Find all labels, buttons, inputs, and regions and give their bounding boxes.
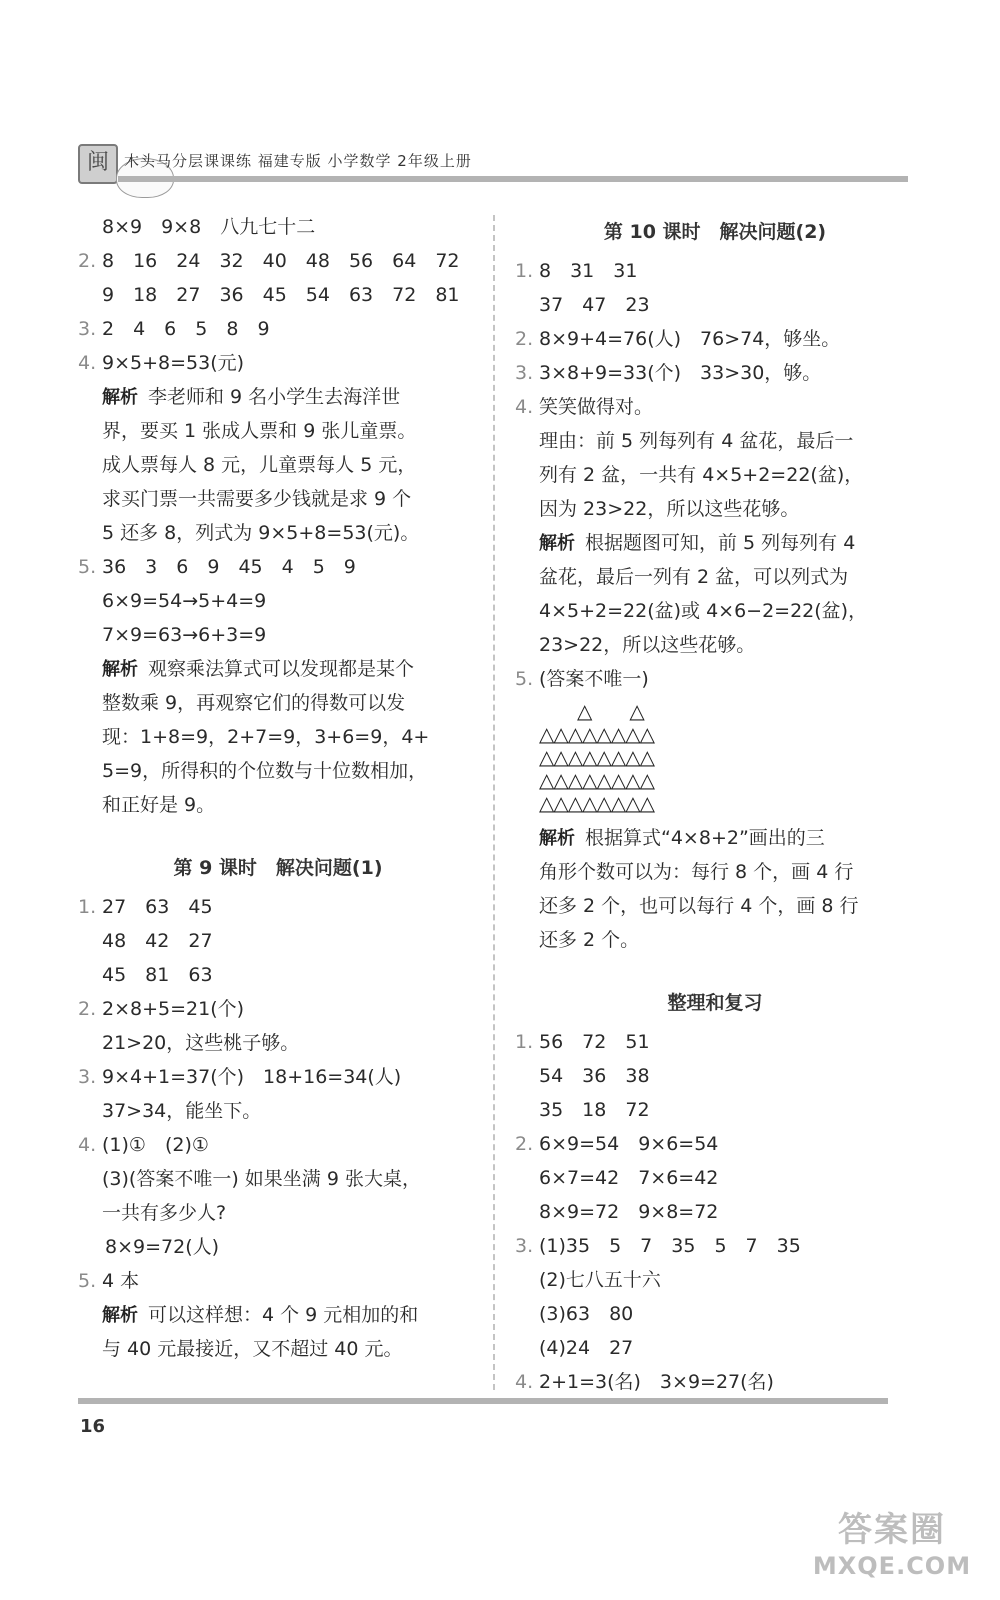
analysis-line: 与 40 元最接近，又不超过 40 元。 [102, 1338, 403, 1360]
answer-line: 4. 2+1=3(名) 3×9=27(名) [515, 1371, 774, 1393]
answer-line: (3)63 80 [539, 1303, 634, 1325]
triangle-row: △△△△△△△△ [539, 745, 655, 769]
answer-line: 理由：前 5 列每列有 4 盆花，最后一 [539, 430, 854, 452]
analysis-line: 还多 2 个。 [539, 929, 640, 951]
answer-line: 2. 8×9+4=76(人) 76>74，够坐。 [515, 328, 841, 350]
answer-line: (3)(答案不唯一) 如果坐满 9 张大桌， [102, 1168, 421, 1190]
answer-line: 48 42 27 [102, 930, 213, 952]
triangle-row-top: △ △ [539, 699, 644, 723]
triangle-row: △△△△△△△△ [539, 722, 655, 746]
answer-line: 35 18 72 [539, 1099, 650, 1121]
page-number: 16 [80, 1416, 106, 1437]
analysis-line: 和正好是 9。 [102, 794, 216, 816]
answer-line: 9 18 27 36 45 54 63 72 81 [102, 284, 460, 306]
analysis-line: 5 还多 8，列式为 9×5+8=53(元)。 [102, 522, 420, 544]
page-header [78, 140, 908, 190]
book-title: 木头马分层课课练 福建专版 小学数学 2年级上册 [124, 152, 472, 170]
analysis-line: 4×5+2=22(盆)或 4×6−2=22(盆)， [539, 600, 868, 622]
answer-line: 8×9=72 9×8=72 [539, 1201, 719, 1223]
answer-line: 21>20，这些桃子够。 [102, 1032, 300, 1054]
analysis-line: 角形个数可以为：每行 8 个，画 4 行 [539, 861, 854, 883]
analysis-label: 解析 [539, 828, 575, 849]
answer-line: 4. (1)① (2)① [78, 1134, 209, 1156]
analysis-line: 5=9，所得积的个位数与十位数相加， [102, 760, 428, 782]
answer-line: 4. 笑笑做得对。 [515, 396, 654, 418]
answer-line: 37>34，能坐下。 [102, 1100, 262, 1122]
answer-line: 4. 9×5+8=53(元) [78, 352, 245, 374]
analysis-line: 整数乘 9，再观察它们的得数可以发 [102, 692, 406, 714]
answer-line: 6×7=42 7×6=42 [539, 1167, 719, 1189]
analysis-line: 解析 根据算式“4×8+2”画出的三 [539, 827, 825, 849]
analysis-label: 解析 [102, 659, 138, 680]
answer-line: 因为 23>22，所以这些花够。 [539, 498, 800, 520]
triangle-row: △△△△△△△△ [539, 791, 655, 815]
right-column [515, 210, 915, 1399]
site-watermark [792, 1510, 992, 1590]
answer-line: 5. 36 3 6 9 45 4 5 9 [78, 556, 356, 578]
answer-line: 6×9=54→5+4=9 [102, 590, 267, 612]
answer-line: 1. 27 63 45 [78, 896, 213, 918]
analysis-line: 盆花，最后一列有 2 盆，可以列式为 [539, 566, 849, 588]
analysis-line: 求买门票一共需要多少钱就是求 9 个 [102, 488, 412, 510]
analysis-label: 解析 [539, 533, 575, 554]
analysis-line: 现：1+8=9，2+7=9，3+6=9，4+ [102, 726, 430, 748]
header-rule [118, 176, 908, 182]
answer-line: 2. 8 16 24 32 40 48 56 64 72 [78, 250, 460, 272]
analysis-line: 解析 可以这样想：4 个 9 元相加的和 [102, 1304, 419, 1326]
answer-line: (4)24 27 [539, 1337, 634, 1359]
analysis-label: 解析 [102, 387, 138, 408]
analysis-line: 成人票每人 8 元，儿童票每人 5 元， [102, 454, 417, 476]
left-column [78, 210, 478, 1366]
answer-line: 5. 4 本 [78, 1270, 140, 1292]
review-heading: 整理和复习 [667, 992, 763, 1014]
answer-line: 3. 2 4 6 5 8 9 [78, 318, 270, 340]
analysis-line: 还多 2 个，也可以每行 4 个，画 8 行 [539, 895, 859, 917]
answer-line: 3. 9×4+1=37(个) 18+16=34(人) [78, 1066, 402, 1088]
answer-line: (2)七八五十六 [539, 1269, 661, 1291]
footer-rule [78, 1398, 888, 1404]
answer-line: 一共有多少人? [102, 1202, 227, 1224]
column-divider [493, 215, 495, 1390]
answer-line: 7×9=63→6+3=9 [102, 624, 267, 646]
analysis-label: 解析 [102, 1305, 138, 1326]
watermark-title: 答案圈 [838, 1510, 946, 1550]
lesson-heading: 第 10 课时 解决问题(2) [603, 221, 827, 243]
watermark-url: MXQE.COM [812, 1552, 972, 1580]
answer-line: 37 47 23 [539, 294, 650, 316]
answer-line: 45 81 63 [102, 964, 213, 986]
triangle-diagram [515, 696, 915, 821]
answer-line: 2. 6×9=54 9×6=54 [515, 1133, 719, 1155]
answer-line: 1. 8 31 31 [515, 260, 638, 282]
answer-line: 8×9 9×8 八九七十二 [102, 216, 316, 238]
answer-line: 5. (答案不唯一) [515, 668, 649, 690]
analysis-line: 23>22，所以这些花够。 [539, 634, 756, 656]
analysis-line: 解析 观察乘法算式可以发现都是某个 [102, 658, 415, 680]
analysis-line: 解析 李老师和 9 名小学生去海洋世 [102, 386, 401, 408]
answer-line: 54 36 38 [539, 1065, 650, 1087]
answer-line: 1. 56 72 51 [515, 1031, 650, 1053]
answer-line: 列有 2 盆，一共有 4×5+2=22(盆)， [539, 464, 864, 486]
analysis-line: 解析 根据题图可知，前 5 列每列有 4 [539, 532, 856, 554]
answer-line: 2. 2×8+5=21(个) [78, 998, 245, 1020]
answer-line: 8×9=72(人) [105, 1236, 220, 1258]
triangle-row: △△△△△△△△ [539, 768, 655, 792]
region-badge: 闽 [78, 144, 118, 184]
lesson-heading: 第 9 课时 解决问题(1) [173, 857, 383, 879]
analysis-line: 界，要买 1 张成人票和 9 张儿童票。 [102, 420, 417, 442]
answer-line: 3. 3×8+9=33(个) 33>30，够。 [515, 362, 822, 384]
answer-line: 3. (1)35 5 7 35 5 7 35 [515, 1235, 801, 1257]
